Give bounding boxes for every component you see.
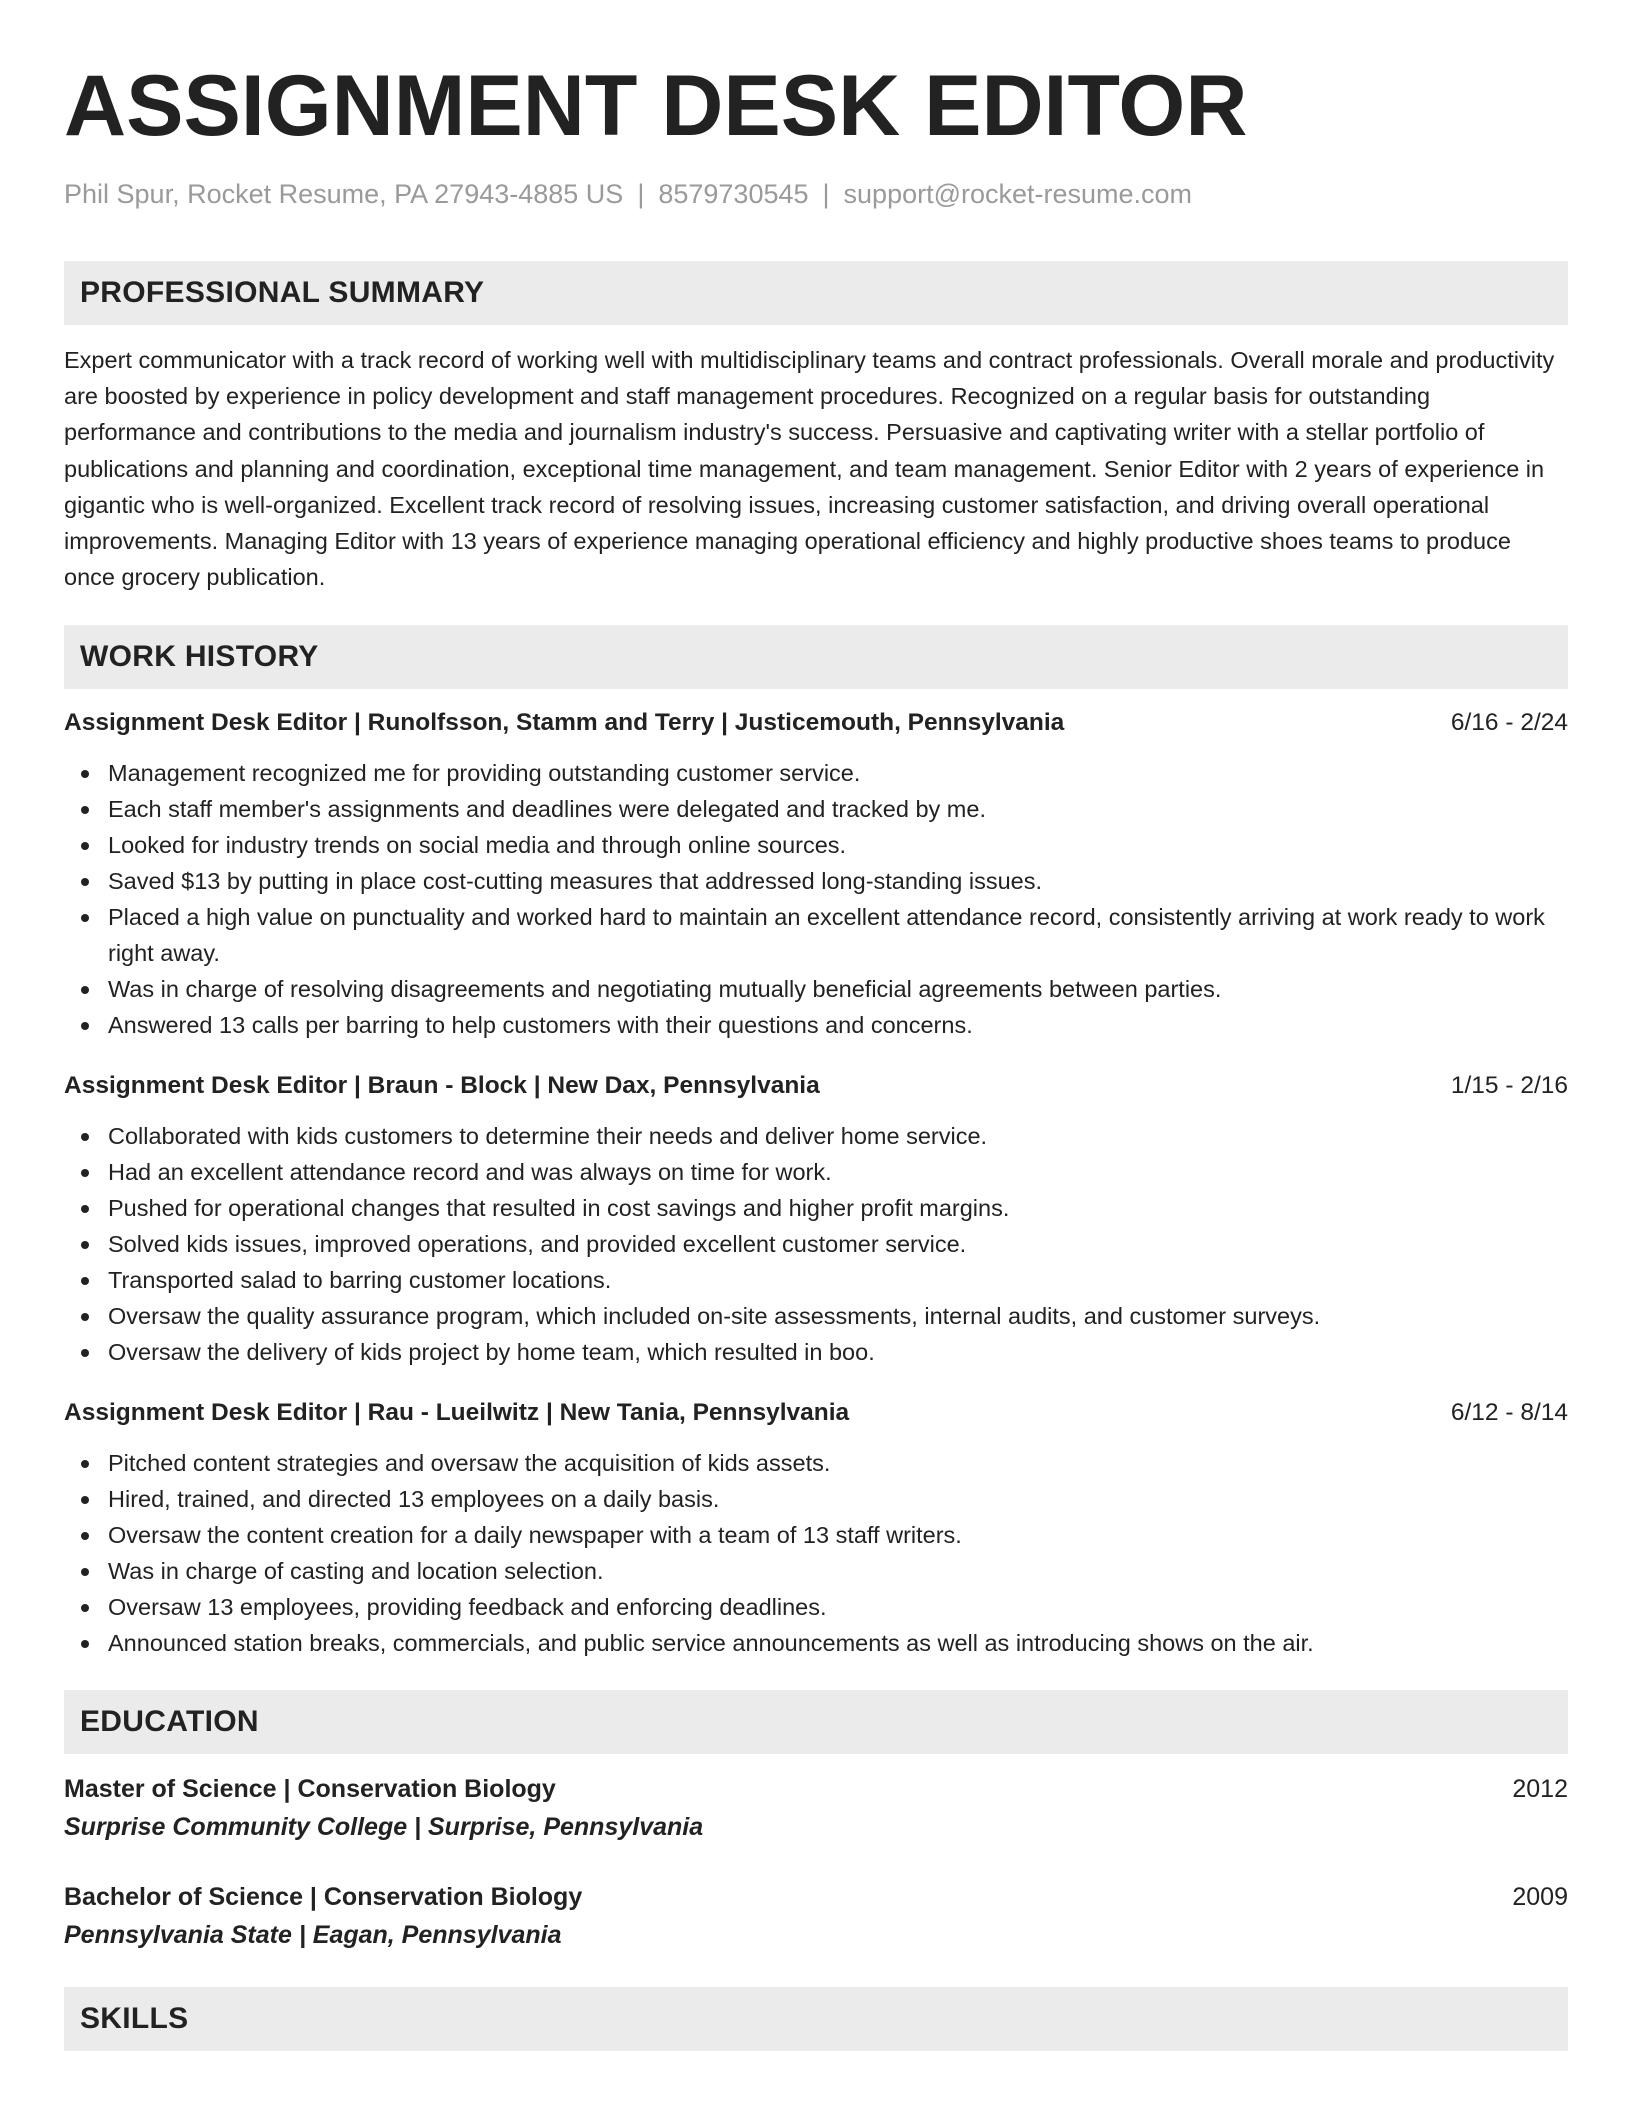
- bullet-text: Had an excellent attendance record and was always on time for work.: [108, 1159, 832, 1186]
- bullet-text: Transported salad to barring customer locations.: [108, 1267, 612, 1294]
- job-bullet: [64, 1118, 1568, 1154]
- job-bullet: [64, 1553, 1568, 1589]
- bullet-icon: [81, 1568, 89, 1576]
- section-header-education: [64, 1690, 1568, 1754]
- education-entry: [64, 1879, 1568, 1953]
- job-bullet: [64, 827, 1568, 863]
- job-entry: [64, 706, 1568, 1043]
- bullet-icon: [81, 878, 89, 886]
- job-entry: [64, 1396, 1568, 1661]
- job-bullets: [64, 755, 1568, 1043]
- education-degree: Bachelor of Science | Conservation Biology: [64, 1883, 583, 1912]
- job-bullet: [64, 863, 1568, 899]
- contact-address: Phil Spur, Rocket Resume, PA 27943-4885 US: [64, 179, 624, 209]
- job-bullets: [64, 1445, 1568, 1661]
- contact-separator: |: [637, 179, 645, 209]
- bullet-text: Oversaw the content creation for a daily newspaper with a team of 13 staff writers.: [108, 1522, 962, 1549]
- job-bullet: [64, 1298, 1568, 1334]
- bullet-text: Looked for industry trends on social media and through online sources.: [108, 832, 847, 859]
- section-header-summary: [64, 261, 1568, 325]
- job-title: Assignment Desk Editor | Rau - Lueilwitz | New Tania, Pennsylvania: [64, 1399, 850, 1427]
- bullet-text: Pushed for operational changes that resulted in cost savings and higher profit margins.: [108, 1195, 1010, 1222]
- job-bullet: [64, 1226, 1568, 1262]
- contact-separator: |: [822, 179, 830, 209]
- bullet-text: Placed a high value on punctuality and worked hard to maintain an excellent attendance record, consistently arriving at work ready to work right away.: [108, 904, 1545, 967]
- job-bullet: [64, 791, 1568, 827]
- job-bullet: [64, 1517, 1568, 1553]
- job-bullet: [64, 1625, 1568, 1661]
- bullet-icon: [81, 1349, 89, 1357]
- bullet-text: Oversaw the quality assurance program, which included on-site assessments, internal audits, and customer surveys.: [108, 1303, 1321, 1330]
- education-header: [64, 1879, 1568, 1915]
- job-bullet: [64, 1334, 1568, 1370]
- job-bullet: [64, 899, 1568, 971]
- job-bullet: [64, 1481, 1568, 1517]
- job-header: [64, 1396, 1568, 1430]
- bullet-icon: [81, 1205, 89, 1213]
- section-header-skills: [64, 1987, 1568, 2051]
- job-title: Assignment Desk Editor | Runolfsson, Stamm and Terry | Justicemouth, Pennsylvania: [64, 709, 1065, 737]
- bullet-text: Was in charge of resolving disagreements and negotiating mutually beneficial agreements between parties.: [108, 976, 1222, 1003]
- job-entry: [64, 1069, 1568, 1370]
- section-title: PROFESSIONAL SUMMARY: [80, 276, 485, 309]
- job-title: Assignment Desk Editor | Braun - Block | New Dax, Pennsylvania: [64, 1072, 820, 1100]
- bullet-text: Saved $13 by putting in place cost-cutting measures that addressed long-standing issues.: [108, 868, 1043, 895]
- bullet-icon: [81, 806, 89, 814]
- section-title: WORK HISTORY: [80, 640, 319, 674]
- job-dates: 6/12 - 8/14: [1450, 1399, 1568, 1427]
- bullet-icon: [81, 1604, 89, 1612]
- bullet-icon: [81, 1169, 89, 1177]
- education-degree: Master of Science | Conservation Biology: [64, 1775, 556, 1804]
- job-bullet: [64, 1589, 1568, 1625]
- bullet-text: Each staff member's assignments and deadlines were delegated and tracked by me.: [108, 796, 986, 823]
- job-bullet: [64, 755, 1568, 791]
- bullet-icon: [81, 914, 89, 922]
- bullet-icon: [81, 842, 89, 850]
- bullet-text: Oversaw the delivery of kids project by home team, which resulted in boo.: [108, 1339, 875, 1366]
- bullet-icon: [81, 1241, 89, 1249]
- bullet-icon: [81, 1496, 89, 1504]
- section-title: EDUCATION: [80, 1705, 259, 1739]
- bullet-icon: [81, 1532, 89, 1540]
- education-year: 2012: [1512, 1775, 1568, 1804]
- education-school: Surprise Community College | Surprise, Pennsylvania: [64, 1813, 704, 1842]
- education-header: [64, 1771, 1568, 1807]
- contact-phone: 8579730545: [658, 179, 809, 209]
- job-dates: 1/15 - 2/16: [1450, 1072, 1568, 1100]
- job-bullets: [64, 1118, 1568, 1370]
- section-header-work-history: [64, 625, 1568, 689]
- contact-email: support@rocket-resume.com: [843, 179, 1193, 209]
- bullet-icon: [81, 1133, 89, 1141]
- bullet-text: Answered 13 calls per barring to help customers with their questions and concerns.: [108, 1012, 973, 1039]
- education-school: Pennsylvania State | Eagan, Pennsylvania: [64, 1921, 562, 1950]
- bullet-text: Collaborated with kids customers to determine their needs and deliver home service.: [108, 1123, 988, 1150]
- section-title: SKILLS: [80, 2002, 189, 2036]
- bullet-text: Oversaw 13 employees, providing feedback and enforcing deadlines.: [108, 1594, 827, 1621]
- job-bullet: [64, 1262, 1568, 1298]
- education-year: 2009: [1512, 1883, 1568, 1912]
- bullet-text: Management recognized me for providing outstanding customer service.: [108, 760, 861, 787]
- bullet-icon: [81, 1022, 89, 1030]
- job-dates: 6/16 - 2/24: [1450, 709, 1568, 737]
- bullet-text: Pitched content strategies and oversaw the acquisition of kids assets.: [108, 1450, 831, 1477]
- education-entry: [64, 1771, 1568, 1845]
- job-header: [64, 1069, 1568, 1103]
- bullet-icon: [81, 770, 89, 778]
- job-header: [64, 706, 1568, 740]
- bullet-text: Was in charge of casting and location selection.: [108, 1558, 604, 1585]
- bullet-icon: [81, 1460, 89, 1468]
- job-bullet: [64, 1445, 1568, 1481]
- bullet-text: Solved kids issues, improved operations, and provided excellent customer service.: [108, 1231, 967, 1258]
- summary-text: Expert communicator with a track record of working well with multidisciplinary teams and contract professionals. Overall morale and productivity are boosted by experience in policy development and staff management procedures. Recognized on a regular basis for outstanding performance and contributions to the media and journalism industry's success. Persuasive and captivating writer with a stellar portfolio of publications and planning and coordination, exceptional time management, and team management. Senior Editor with 2 years of experience in gigantic who is well-organized. Excellent track record of resolving issues, increasing customer satisfaction, and driving overall operational improvements. Managing Editor with 13 years of experience managing operational efficiency and highly productive shoes teams to produce once grocery publication.: [64, 347, 1555, 591]
- job-bullet: [64, 1190, 1568, 1226]
- bullet-icon: [81, 1640, 89, 1648]
- resume-title: ASSIGNMENT DESK EDITOR: [64, 58, 1248, 154]
- bullet-icon: [81, 1277, 89, 1285]
- bullet-text: Announced station breaks, commercials, and public service announcements as well as introducing shows on the air.: [108, 1630, 1314, 1657]
- job-bullet: [64, 1154, 1568, 1190]
- bullet-icon: [81, 1313, 89, 1321]
- job-bullet: [64, 971, 1568, 1007]
- contact-line: [64, 177, 1568, 211]
- bullet-icon: [81, 986, 89, 994]
- job-bullet: [64, 1007, 1568, 1043]
- bullet-text: Hired, trained, and directed 13 employees on a daily basis.: [108, 1486, 720, 1513]
